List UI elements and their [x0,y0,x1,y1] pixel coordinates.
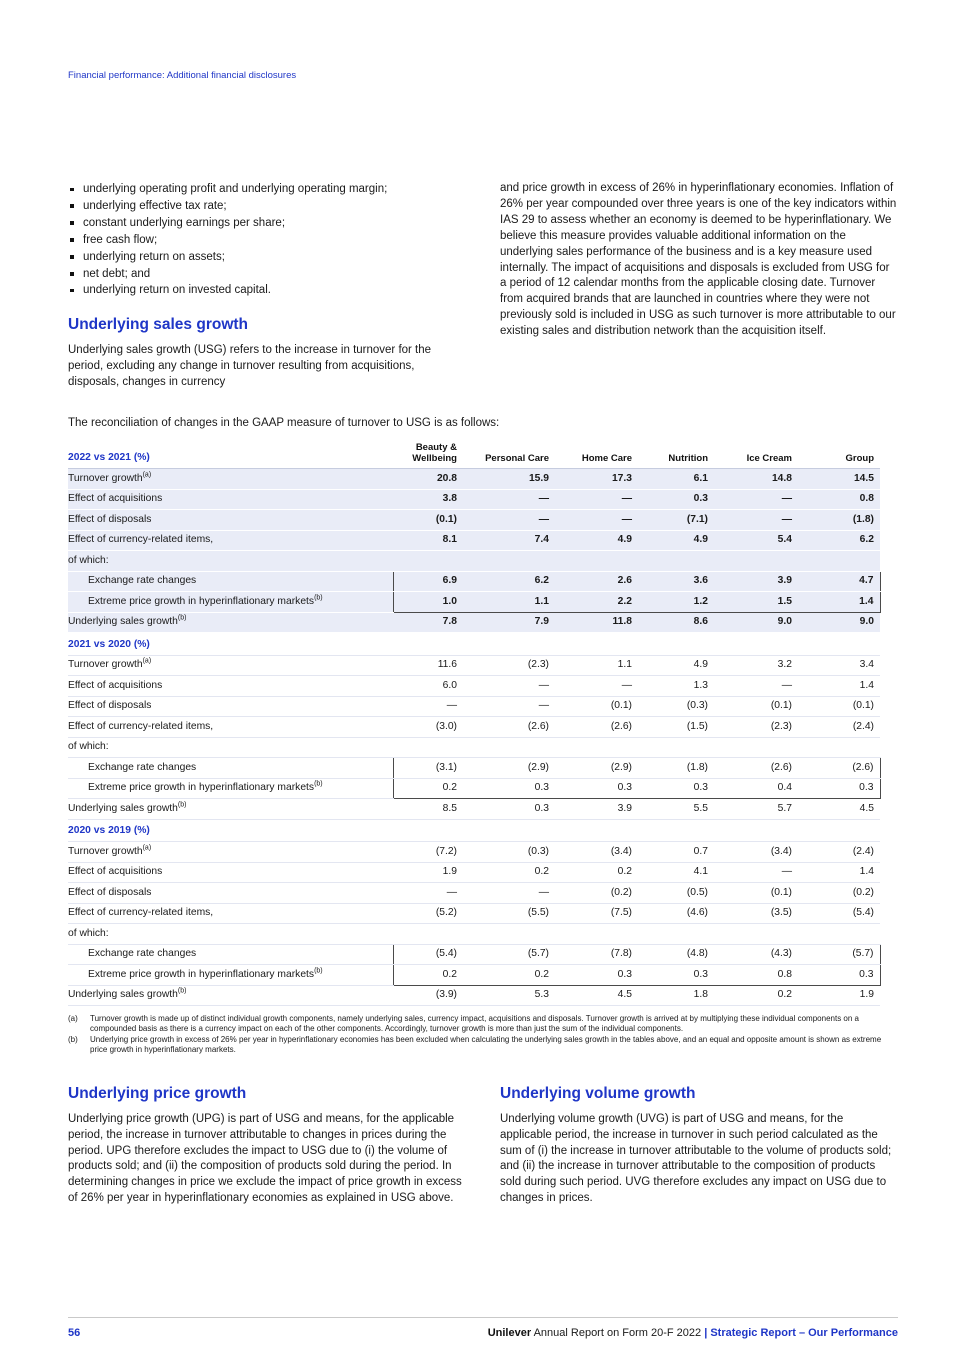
value-cell: 0.7 [638,842,714,863]
footnote-ref: (b) [314,780,323,788]
value-cell: — [714,676,798,697]
value-cell: 1.8 [638,985,714,1006]
value-cell: 6.2 [798,530,880,551]
value-cell: (2.9) [555,758,638,779]
empty-cell [393,924,880,945]
value-cell: 1.5 [714,592,798,613]
footnote-ref: (a) [142,657,152,665]
table-column-header: Personal Care [463,438,555,469]
empty-cell [393,551,880,572]
footnote-b [68,1035,898,1056]
table-column-header: Nutrition [638,438,714,469]
value-cell: (0.2) [555,883,638,904]
row-label: Exchange rate changes [68,758,393,779]
table-row [68,530,880,551]
usg-reconciliation-table [68,438,881,1006]
value-cell: 4.7 [798,571,880,592]
value-cell: (3.1) [393,758,463,779]
usg-table-head [68,438,880,469]
row-label: Extreme price growth in hyperinflationary markets$^{(b)}$ [68,965,393,986]
row-label: Effect of acquisitions [68,489,393,510]
footnote-ref: (b) [314,594,323,602]
value-cell: — [555,676,638,697]
value-cell: (5.7) [798,944,880,965]
value-cell: — [463,510,555,531]
footnote-ref: (a) [142,844,152,852]
value-cell: — [393,883,463,904]
measures-bullet-list [68,181,398,299]
uvg-heading: Underlying volume growth [500,1084,696,1102]
row-label: Turnover growth$^{(a)}$ [68,842,393,863]
bottom-block [68,1084,898,1207]
table-section-title: 2021 vs 2020 (%) [68,633,880,656]
value-cell: 20.8 [393,469,463,490]
row-label: Exchange rate changes [68,944,393,965]
footnote-ref: (b) [177,987,187,995]
bullet-item: underlying effective tax rate; [68,198,398,215]
value-cell: 1.9 [393,862,463,883]
value-cell: 3.8 [393,489,463,510]
value-cell: (3.5) [714,903,798,924]
row-label: Extreme price growth in hyperinflationary markets$^{(b)}$ [68,778,393,799]
table-row [68,469,880,490]
table-intro-text: The reconciliation of changes in the GAAP measure of turnover to USG is as follows: [68,417,500,430]
page-footer [68,1317,898,1339]
value-cell: 0.3 [463,778,555,799]
row-label: Effect of disposals [68,696,393,717]
table-section-title: 2020 vs 2019 (%) [68,819,880,842]
footnote-marker: (b) [68,1034,78,1044]
footer-report-title: Annual Report on Form 20-F 2022 [533,1327,702,1339]
value-cell: 0.3 [798,778,880,799]
value-cell: 0.2 [714,985,798,1006]
table-column-header: Group [798,438,880,469]
value-cell: (4.6) [638,903,714,924]
value-cell: 1.4 [798,862,880,883]
bullet-item: free cash flow; [68,232,398,249]
bullet-item: constant underlying earnings per share; [68,215,398,232]
footnote-marker: (a) [68,1014,78,1024]
value-cell: 6.2 [463,571,555,592]
bullet-item: underlying return on assets; [68,249,398,266]
upg-paragraph: Underlying price growth (UPG) is part of USG and means, for the applicable period, the increase in turnover attributable to changes in prices during the period. UPG therefore excludes the impact to USG due to (i) the volume of products sold; and (ii) the composition of products sold during the period. In determining changes in price we exclude the impact of price growth in excess of 26% per year in hyperinflationary economies as explained in USG above. [68,1112,462,1205]
value-cell: (2.6) [463,717,555,738]
value-cell: (2.6) [555,717,638,738]
table-row [68,944,880,965]
value-cell: 0.4 [714,778,798,799]
value-cell: — [555,489,638,510]
table-row [68,571,880,592]
value-cell: — [463,489,555,510]
value-cell: 14.5 [798,469,880,490]
table-column-header: Beauty & Wellbeing [393,438,463,469]
value-cell: (0.3) [638,696,714,717]
value-cell: 0.3 [463,799,555,820]
value-cell: 8.5 [393,799,463,820]
upg-heading: Underlying price growth [68,1084,247,1102]
value-cell: 3.4 [798,655,880,676]
value-cell: 0.3 [638,489,714,510]
value-cell: (7.8) [555,944,638,965]
value-cell: (0.1) [714,696,798,717]
value-cell: 4.9 [555,530,638,551]
value-cell: 11.8 [555,612,638,633]
table-row [68,862,880,883]
table-header-row [68,438,880,469]
table-row [68,592,880,613]
row-label: of which: [68,924,393,945]
value-cell: 4.5 [798,799,880,820]
table-row [68,985,880,1006]
value-cell: — [463,696,555,717]
table-row [68,717,880,738]
value-cell: 7.9 [463,612,555,633]
value-cell: — [714,862,798,883]
value-cell: 1.1 [555,655,638,676]
value-cell: 1.2 [638,592,714,613]
value-cell: (5.4) [393,944,463,965]
value-cell: 8.6 [638,612,714,633]
intro-right-column [500,181,898,391]
value-cell: 0.3 [638,965,714,986]
table-row [68,655,880,676]
value-cell: (0.5) [638,883,714,904]
row-label: Effect of disposals [68,510,393,531]
value-cell: 3.9 [714,571,798,592]
value-cell: 2.6 [555,571,638,592]
table-row [68,758,880,779]
footnote-ref: (b) [177,801,187,809]
value-cell: 0.3 [638,778,714,799]
footnote-ref: (a) [142,471,152,479]
footer-text [488,1327,898,1339]
value-cell: — [393,696,463,717]
row-label: Effect of acquisitions [68,676,393,697]
value-cell: (0.3) [463,842,555,863]
upg-column [68,1084,466,1207]
value-cell: 3.9 [555,799,638,820]
table-section-row [68,633,880,656]
value-cell: (2.4) [798,717,880,738]
table-footnotes [68,1014,898,1056]
row-label: Effect of disposals [68,883,393,904]
value-cell: — [555,510,638,531]
value-cell: — [463,883,555,904]
row-label: of which: [68,551,393,572]
footnote-text: Turnover growth is made up of distinct individual growth components, namely underlying sales, currency impact, acquisitions and disposals. Turnover growth is arrived at by multiplying these individual components on a compounded basis as there is a currency impact on each of the other components. Accordingly, turnover growth is more than just the sum of the individual components. [90,1014,859,1034]
value-cell: 4.9 [638,655,714,676]
value-cell: (7.1) [638,510,714,531]
value-cell: (3.4) [555,842,638,863]
breadcrumb: Financial performance: Additional financial disclosures [68,70,297,81]
table-row [68,551,880,572]
value-cell: 4.1 [638,862,714,883]
table-section-row [68,819,880,842]
bullet-item: underlying return on invested capital. [68,282,398,299]
value-cell: (5.7) [463,944,555,965]
table-row [68,778,880,799]
value-cell: 6.0 [393,676,463,697]
row-label: Underlying sales growth$^{(b)}$ [68,612,393,633]
value-cell: — [463,676,555,697]
table-section-title: 2022 vs 2021 (%) [68,438,393,469]
value-cell: 0.3 [555,965,638,986]
value-cell: 0.8 [798,489,880,510]
value-cell: 6.1 [638,469,714,490]
table-row [68,489,880,510]
uvg-paragraph: Underlying volume growth (UVG) is part of USG and means, for the applicable period, the increase in turnover in such period calculated as the sum of (i) the increase in turnover attributable to the volume of products sold; and (ii) the increase in turnover attributable to the composition of products sold during such period. UVG therefore excludes any impact on USG due to changes in prices. [500,1112,892,1205]
value-cell: 5.4 [714,530,798,551]
table-row [68,924,880,945]
table-row [68,737,880,758]
value-cell: 0.8 [714,965,798,986]
value-cell: (5.5) [463,903,555,924]
value-cell: 17.3 [555,469,638,490]
value-cell: (3.0) [393,717,463,738]
value-cell: 9.0 [714,612,798,633]
row-label: of which: [68,737,393,758]
value-cell: 5.7 [714,799,798,820]
usg-table-body [68,469,880,1006]
row-label: Turnover growth$^{(a)}$ [68,469,393,490]
row-label: Effect of acquisitions [68,862,393,883]
value-cell: (1.8) [798,510,880,531]
table-row [68,842,880,863]
value-cell: 0.2 [463,862,555,883]
value-cell: 0.3 [555,778,638,799]
row-label: Effect of currency-related items, [68,530,393,551]
intro-left-column [68,181,466,391]
row-label: Underlying sales growth$^{(b)}$ [68,985,393,1006]
bullet-item: net debt; and [68,266,398,283]
value-cell: 5.3 [463,985,555,1006]
value-cell: 3.2 [714,655,798,676]
footer-section: Strategic Report – Our Performance [710,1327,898,1339]
value-cell: 4.5 [555,985,638,1006]
row-label: Exchange rate changes [68,571,393,592]
footnote-text: Underlying price growth in excess of 26% per year in hyperinflationary economies has been excluded when calculating the underlying sales growth in the tables above, and an equal and opposite amount is shown as extreme price growth in hyperinflationary markets. [90,1034,882,1055]
footnote-ref: (b) [177,614,187,622]
value-cell: 1.1 [463,592,555,613]
value-cell: 0.3 [798,965,880,986]
value-cell: 2.2 [555,592,638,613]
bullet-item: underlying operating profit and underlying operating margin; [68,181,398,198]
value-cell: 9.0 [798,612,880,633]
value-cell: 15.9 [463,469,555,490]
value-cell: 14.8 [714,469,798,490]
value-cell: 0.2 [393,965,463,986]
row-label: Effect of currency-related items, [68,903,393,924]
row-label: Underlying sales growth$^{(b)}$ [68,799,393,820]
value-cell: — [714,510,798,531]
footer-pipe: | [704,1327,708,1339]
table-column-header: Ice Cream [714,438,798,469]
value-cell: (4.3) [714,944,798,965]
row-label: Effect of currency-related items, [68,717,393,738]
table-row [68,676,880,697]
table-row [68,965,880,986]
value-cell: (2.4) [798,842,880,863]
table-row [68,799,880,820]
row-label: Turnover growth$^{(a)}$ [68,655,393,676]
value-cell: 1.4 [798,676,880,697]
value-cell: 7.4 [463,530,555,551]
value-cell: (3.9) [393,985,463,1006]
value-cell: (5.2) [393,903,463,924]
value-cell: 5.5 [638,799,714,820]
value-cell: 7.8 [393,612,463,633]
value-cell: 11.6 [393,655,463,676]
footnote-ref: (b) [314,967,323,975]
value-cell: (7.5) [555,903,638,924]
value-cell: (2.6) [798,758,880,779]
value-cell: (0.2) [798,883,880,904]
value-cell: 0.2 [555,862,638,883]
table-row [68,612,880,633]
value-cell: 3.6 [638,571,714,592]
usg-paragraph-right: and price growth in excess of 26% in hyperinflationary economies. Inflation of 26% per year compounded over three years is one of the key indicators within IAS 29 to assess whether an economy is deemed to be hyperinflationary. We believe this measure provides valuable additional information on the underlying sales performance of the business and is a key measure used internally. The impact of acquisitions and disposals is excluded from USG for a period of 12 calendar months from the applicable closing date. Turnover from acquired brands that are launched in countries where they were not previously sold is included in USG as such turnover is more attributable to our existing sales and distribution network than the acquisition itself. [500,182,897,338]
value-cell: 0.2 [463,965,555,986]
usg-heading: Underlying sales growth [68,316,249,334]
value-cell: (0.1) [555,696,638,717]
table-column-header: Home Care [555,438,638,469]
value-cell: 8.1 [393,530,463,551]
value-cell: (4.8) [638,944,714,965]
value-cell: (7.2) [393,842,463,863]
value-cell: 1.3 [638,676,714,697]
value-cell: (2.3) [714,717,798,738]
uvg-column [500,1084,898,1207]
value-cell: (1.5) [638,717,714,738]
value-cell: (3.4) [714,842,798,863]
value-cell: (0.1) [714,883,798,904]
intro-block [68,181,898,391]
table-row [68,696,880,717]
row-label: Extreme price growth in hyperinflationary markets$^{(b)}$ [68,592,393,613]
value-cell: 6.9 [393,571,463,592]
value-cell: (0.1) [798,696,880,717]
table-row [68,883,880,904]
value-cell: 1.4 [798,592,880,613]
value-cell: 0.2 [393,778,463,799]
value-cell: 1.9 [798,985,880,1006]
usg-paragraph-left: Underlying sales growth (USG) refers to the increase in turnover for the period, excluding any change in turnover resulting from acquisitions, disposals, changes in currency [68,344,432,389]
table-row [68,903,880,924]
footer-brand: Unilever [487,1327,532,1339]
value-cell: (2.3) [463,655,555,676]
value-cell: (2.6) [714,758,798,779]
value-cell: 1.0 [393,592,463,613]
value-cell: (2.9) [463,758,555,779]
value-cell: (5.4) [798,903,880,924]
value-cell: — [714,489,798,510]
page-number: 56 [68,1327,81,1339]
value-cell: (1.8) [638,758,714,779]
table-row [68,510,880,531]
value-cell: (0.1) [393,510,463,531]
value-cell: 4.9 [638,530,714,551]
footnote-a [68,1014,898,1035]
empty-cell [393,737,880,758]
